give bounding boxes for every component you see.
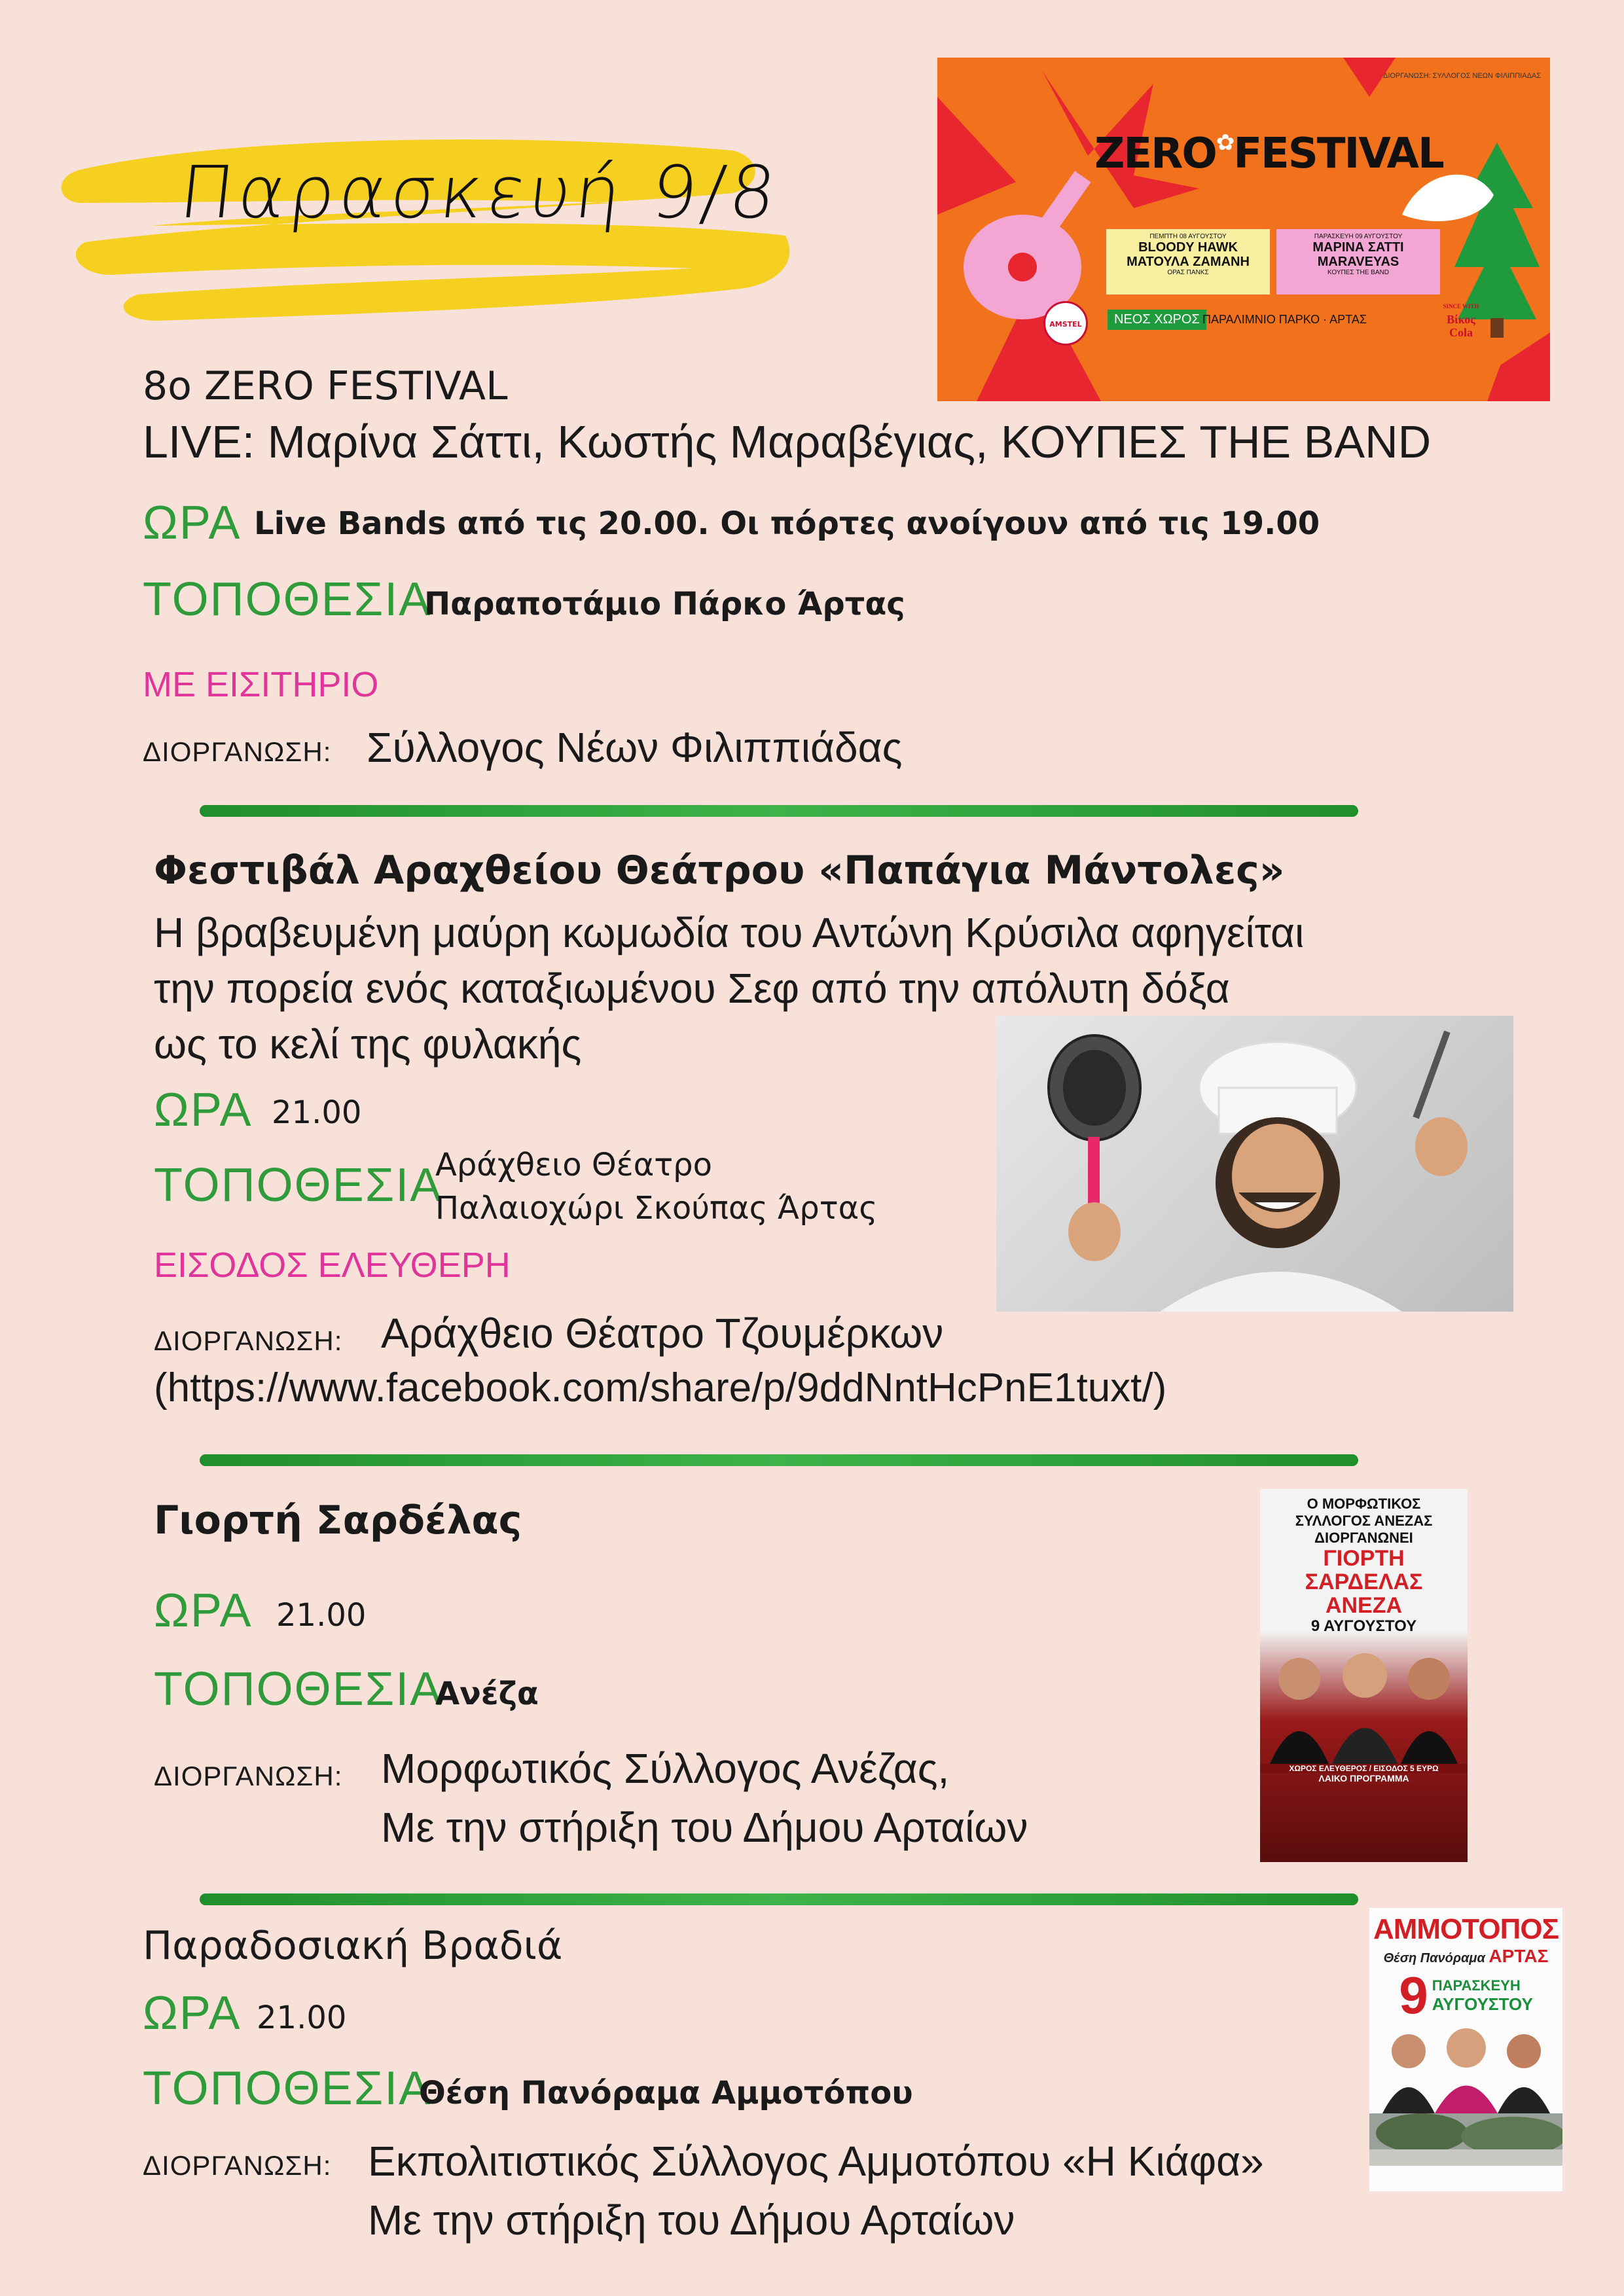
event2-desc-line1: Η βραβευμένη μαύρη κωμωδία του Αντώνη Κρύσιλα αφηγείται — [154, 909, 1305, 956]
logo-zero: ZERO — [1094, 130, 1216, 178]
chef-illustration — [996, 1016, 1513, 1312]
event4-title: Παραδοσιακή Βραδιά — [143, 1923, 563, 1969]
amstel-logo — [1043, 301, 1088, 346]
sardine-entry: ΧΩΡΟΣ ΕΛΕΥΘΕΡΟΣ / ΕΙΣΟΔΟΣ 5 ΕΥΡΩ — [1260, 1764, 1468, 1773]
vikos-name: Βίκος Cola — [1447, 313, 1475, 339]
poster-organizer-line: ΔΙΟΡΓΑΝΩΣΗ: ΣΥΛΛΟΓΟΣ ΝΕΩΝ ΦΙΛΙΠΠΙΑΔΑΣ — [1382, 72, 1541, 80]
event2-time: 21.00 — [272, 1094, 362, 1131]
day1-artist2: ΜΑΤΟΥΛΑ ΖΑΜΑΝΗ — [1127, 255, 1250, 269]
ammotopos-sub-right: ΑΡΤΑΣ — [1489, 1946, 1549, 1966]
event2-location-label: ΤΟΠΟΘΕΣΙΑ — [154, 1159, 443, 1211]
event3-location: Ανέζα — [435, 1676, 539, 1712]
amstel-text: AMSTEL — [1049, 320, 1082, 329]
event3-organizer-line2: Με την στήριξη του Δήμου Αρταίων — [381, 1804, 1028, 1851]
event4-time-label: ΩΡΑ — [143, 1987, 242, 2039]
event3-time: 21.00 — [276, 1597, 367, 1634]
sardine-line2: ΣΥΛΛΟΓΟΣ ΑΝΕΖΑΣ — [1295, 1513, 1433, 1529]
event1-ticket: ΜΕ ΕΙΣΙΤΗΡΙΟ — [143, 665, 379, 704]
event2-location-line1: Αράχθειο Θέατρο — [435, 1147, 712, 1183]
ammotopos-landscape — [1369, 2113, 1562, 2166]
event2-desc-line3: ως το κελί της φυλακής — [154, 1020, 582, 1067]
ammotopos-sub-left: Θέση Πανόραμα — [1383, 1951, 1485, 1965]
day2-artist1: ΜΑΡΙΝΑ ΣΑΤΤΙ — [1312, 240, 1404, 255]
day1-artist3: ΟΡΑΣ ΠΑΝΚΣ — [1167, 269, 1209, 276]
logo-flower-icon: ✿ — [1216, 130, 1234, 156]
event2-time-label: ΩΡΑ — [154, 1084, 253, 1136]
new-place-badge: ΝΕΟΣ ΧΩΡΟΣ — [1108, 310, 1206, 330]
ammotopos-day-num: 9 — [1399, 1966, 1428, 2024]
day-title: Παρασκευή 9/8 — [175, 151, 784, 234]
sardine-line3: ΔΙΟΡΓΑΝΩΝΕΙ — [1314, 1530, 1413, 1546]
event2-entry: ΕΙΣΟΔΟΣ ΕΛΕΥΘΕΡΗ — [154, 1246, 511, 1285]
section-divider-3 — [200, 1893, 1358, 1905]
ammotopos-title: ΑΜΜΟΤΟΠΟΣ — [1373, 1913, 1559, 1945]
event2-organizer: Αράχθειο Θέατρο Τζουμέρκων — [381, 1310, 944, 1357]
sardine-line7: 9 ΑΥΓΟΥΣΤΟΥ — [1310, 1617, 1417, 1635]
section-divider-2 — [200, 1454, 1358, 1466]
zero-festival-poster — [937, 58, 1550, 401]
event1-title: 8ο ZERO FESTIVAL — [143, 363, 508, 409]
ammotopos-date-block — [1369, 1966, 1562, 2024]
event1-organizer-label: ΔΙΟΡΓΑΝΩΣΗ: — [143, 736, 332, 767]
logo-festival: FESTIVAL — [1233, 130, 1443, 178]
event1-location: Παραποτάμιο Πάρκο Άρτας — [424, 586, 905, 622]
event3-time-label: ΩΡΑ — [154, 1585, 253, 1637]
event4-organizer-line2: Με την στήριξη του Δήμου Αρταίων — [368, 2197, 1015, 2244]
vikos-sponsor — [1435, 300, 1487, 339]
event1-subtitle: LIVE: Μαρίνα Σάττι, Κωστής Μαραβέγιας, ΚΟΥΠΕΣ THE BAND — [143, 416, 1432, 467]
event3-location-label: ΤΟΠΟΘΕΣΙΑ — [154, 1663, 443, 1715]
event2-link: (https://www.facebook.com/share/p/9ddNntHcPnE1tuxt/) — [154, 1365, 1167, 1410]
ammotopos-month: ΑΥΓΟΥΣΤΟΥ — [1432, 1994, 1533, 2014]
day2-artist2: MARAVEYAS — [1317, 255, 1399, 269]
event1-organizer: Σύλλογος Νέων Φιλιππιάδας — [367, 724, 903, 771]
event3-title: Γιορτή Σαρδέλας — [154, 1498, 522, 1543]
event2-title: Φεστιβάλ Αραχθείου Θεάτρου «Παπάγια Μάντολες» — [154, 848, 1285, 893]
event3-organizer-label: ΔΙΟΡΓΑΝΩΣΗ: — [154, 1761, 343, 1791]
event1-location-label: ΤΟΠΟΘΕΣΙΑ — [143, 573, 432, 626]
ammotopos-singers-photo — [1369, 2022, 1562, 2113]
vikos-small: SINCE WITH — [1443, 303, 1479, 310]
day1-head: ΠΕΜΠΤΗ 08 ΑΥΓΟΥΣΤΟΥ — [1149, 233, 1227, 240]
event2-desc-line2: την πορεία ενός καταξιωμένου Σεφ από την απόλυτη δόξα — [154, 965, 1230, 1012]
sardine-line5: ΣΑΡΔΕΛΑΣ — [1305, 1570, 1423, 1594]
day2-artist3: ΚΟΥΠΕΣ THE BAND — [1327, 269, 1389, 276]
event1-time-label: ΩΡΑ — [143, 497, 242, 549]
sardine-program: ΛΑΙΚΟ ΠΡΟΓΡΑΜΜΑ — [1318, 1773, 1409, 1784]
ammotopos-subtitle — [1369, 1946, 1562, 1967]
sardine-singers-photo — [1260, 1640, 1468, 1764]
lineup-day2-box — [1276, 229, 1440, 295]
event2-location-line2: Παλαιοχώρι Σκούπας Άρτας — [435, 1190, 878, 1227]
event4-time: 21.00 — [257, 2000, 347, 2036]
day2-head: ΠΑΡΑΣΚΕΥΗ 09 ΑΥΓΟΥΣΤΟΥ — [1314, 233, 1403, 240]
section-divider-1 — [200, 805, 1358, 817]
poster-venue: ΠΑΡΑΛΙΜΝΙΟ ΠΑΡΚΟ · ΑΡΤΑΣ — [1202, 313, 1367, 326]
lineup-day1-box — [1106, 229, 1270, 295]
ammotopos-day-name: ΠΑΡΑΣΚΕΥΗ — [1432, 1977, 1521, 1994]
event3-organizer-line1: Μορφωτικός Σύλλογος Ανέζας, — [381, 1745, 950, 1792]
sardine-festival-poster — [1260, 1489, 1468, 1862]
sardine-line6: ΑΝΕΖΑ — [1325, 1593, 1403, 1618]
event4-organizer-line1: Εκπολιτιστικός Σύλλογος Αμμοτόπου «Η Κιάφα» — [368, 2138, 1264, 2185]
sardine-line4: ΓΙΟΡΤΗ — [1323, 1546, 1405, 1571]
event4-organizer-label: ΔΙΟΡΓΑΝΩΣΗ: — [143, 2150, 332, 2181]
day1-artist1: BLOODY HAWK — [1138, 240, 1238, 255]
chef-photo — [996, 1016, 1513, 1312]
sardine-line1: Ο ΜΟΡΦΩΤΙΚΟΣ — [1307, 1496, 1421, 1512]
event2-organizer-label: ΔΙΟΡΓΑΝΩΣΗ: — [154, 1325, 343, 1356]
event4-location: Θέση Πανόραμα Αμμοτόπου — [419, 2075, 913, 2111]
event1-time: Live Bands από τις 20.00. Οι πόρτες ανοίγουν από τις 19.00 — [254, 505, 1320, 542]
ammotopos-poster — [1369, 1908, 1562, 2191]
zero-festival-logo — [1094, 130, 1443, 178]
guitar-icon — [950, 156, 1108, 326]
event4-location-label: ΤΟΠΟΘΕΣΙΑ — [143, 2062, 432, 2115]
